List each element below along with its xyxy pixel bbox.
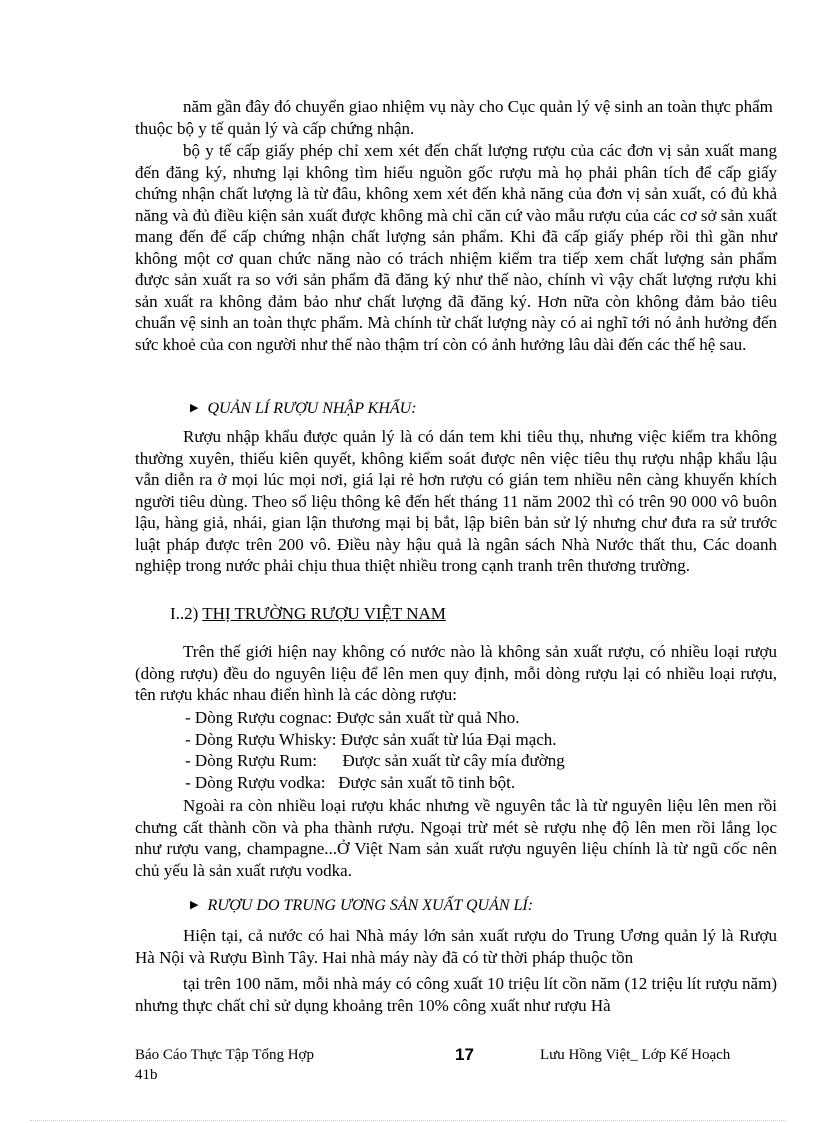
heading-import-management: [190, 398, 417, 421]
paragraph-world-market: Trên thế giới hiện nay không có nước nào là không sản xuất rượu, có nhiều loại rượu (dòng rượu) đều do nguyên liệu để lên men quy định, mỗi dòng rượu lại có nhiều loại rượu, tên rượu khác nhau điển hình là các dòng rượu:: [135, 642, 777, 704]
section-number: I..2): [170, 604, 203, 623]
heading-central-production: [190, 895, 533, 918]
paragraph-intro: năm gần đây đó chuyển giao nhiệm vụ này cho Cục quản lý vệ sinh an toàn thực phẩm thuộc bộ y tế quản lý và cấp chứng nhận.: [135, 97, 773, 138]
heading-central-label: RƯỢU DO TRUNG ƯƠNG SẢN XUẤT QUẢN LÍ:: [207, 897, 534, 914]
heading-import-label: QUẢN LÍ RƯỢU NHẬP KHẨU:: [207, 400, 417, 417]
section-heading: [170, 603, 446, 625]
paragraph-licensing: bộ y tế cấp giấy phép chỉ xem xét đến chất lượng rượu của các đơn vị sản xuất mang đến đăng ký, nhưng lại không tìm hiểu nguồn gốc rượu mà họ phải phân tích để cấp giấy chứng nhận chất lượng là từ đâu, không xem xét đến khả năng của đơn vị sản xuất, có đủ khả năng và đủ điều kiện sản xuất được không mà chỉ căn cứ vào mẫu rượu của các cơ sở sản xuất mang đến để cấp chứng nhận chất lượng sản phẩm. Khi đã cấp giấy phép rồi thì gần như không một cơ quan chức năng nào có trách nhiệm kiểm tra tiếp xem chất lượng sản phẩm được sản xuất ra so với sản phẩm đã đăng ký như thế nào, chính vì vậy chất lượng rượu khi sản xuất ra không đảm bảo như chất lượng đã đăng ký. Hơn nữa còn không đảm bảo tiêu chuẩn vệ sinh an toàn thực phẩm. Mà chính từ chất lượng này có ai nghĩ tới nó ảnh hưởng đến sức khoẻ của con người như thế nào thậm trí còn có ảnh hưởng lâu dài đến các thế hệ sau.: [135, 141, 777, 354]
liquor-type-list: [185, 707, 565, 793]
arrow-bullet-icon: ▶: [190, 899, 199, 911]
footer-class-code: 41b: [135, 1067, 158, 1083]
page-number: 17: [455, 1045, 474, 1064]
paragraph-factories: Hiện tại, cả nước có hai Nhà máy lớn sản xuất rượu do Trung Ương quản lý là Rượu Hà Nội và Rượu Bình Tây. Hai nhà máy này đã có từ thời pháp thuộc tồn: [135, 926, 777, 967]
footer-author: Lưu Hồng Việt_ Lớp Kế Hoạch: [540, 1047, 731, 1063]
paragraph-capacity: tại trên 100 năm, mỗi nhà máy có công xuất 10 triệu lít cồn năm (12 triệu lít rượu năm) nhưng thực chất chỉ sử dụng khoảng trên 10% công xuất như rượu Hà: [135, 974, 777, 1015]
list-item: - Dòng Rượu Whisky: Được sản xuất từ lúa Đại mạch.: [185, 729, 557, 749]
paragraph-imports: Rượu nhập khẩu được quản lý là có dán tem khi tiêu thụ, nhưng việc kiểm tra không thường xuyên, thiếu kiên quyết, không kiểm soát được nên việc tiêu thụ rượu nhập khẩu lậu vẫn diễn ra ở mọi lúc mọi nơi, giá lại rẻ hơn rượu có gián tem nhiều nên càng khuyến khích người tiêu dùng. Theo số liệu thông kê đến hết tháng 11 năm 2002 thì có trên 90 000 vô buôn lậu, hàng giả, nhái, gian lận thương mại bị bắt, lập biên bản sử lý nhưng chư đưa ra sử trước luật pháp được trên 200 vô. Điều này hậu quả là ngân sách Nhà Nước thất thu, Các doanh nghiệp trong nước phải chịu thua thiệt nhiều trong cạnh tranh trên thương trường.: [135, 427, 777, 575]
paragraph-other-types: Ngoài ra còn nhiều loại rượu khác nhưng về nguyên tắc là từ nguyên liệu lên men rồi chưng cất thành cồn và pha thành rượu. Ngoại trừ mét sè rượu nhẹ độ lên men rồi lắng lọc như rượu vang, champagne...Ở Việt Nam sản xuất rượu nguyên liệu chính là từ ngũ cốc nên chủ yếu là sản xuất rượu vodka.: [135, 796, 777, 880]
list-item: - Dòng Rượu Rum: Được sản xuất từ cây mía đường: [185, 751, 565, 770]
section-title: THỊ TRƯỜNG RƯỢU VIỆT NAM: [202, 604, 446, 623]
footer-report-title: Báo Cáo Thực Tập Tổng Hợp: [135, 1047, 314, 1063]
arrow-bullet-icon: ▶: [190, 402, 199, 414]
page-border-divider: [30, 1120, 786, 1121]
list-item: - Dòng Rượu vodka: Được sản xuất tõ tinh bột.: [185, 772, 516, 792]
footer-left: [135, 1045, 314, 1085]
list-item: - Dòng Rượu cognac: Được sản xuất từ quả Nho.: [185, 708, 520, 727]
